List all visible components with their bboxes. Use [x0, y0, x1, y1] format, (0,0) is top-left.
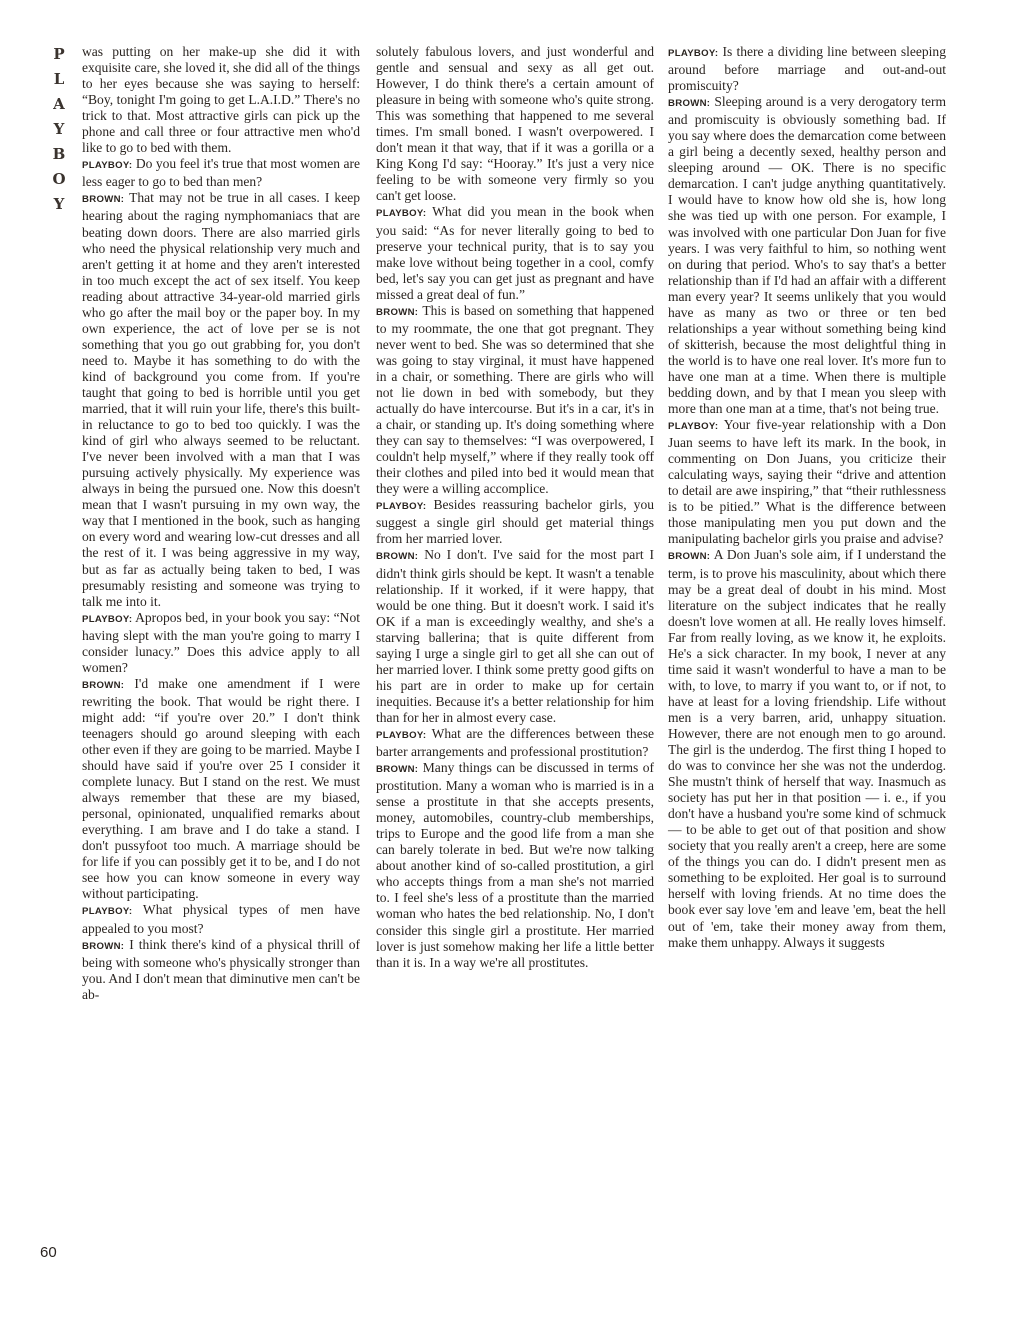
masthead-letter: P: [53, 45, 65, 63]
paragraph: [376, 547, 654, 726]
paragraph-text: I'd make one amendment if I were rewriting the book. That would be right there. I might add: “if you're over 20.” I don't think teenagers should go around sleeping with each other even if they are going to be married. Maybe I should have said if you're over 25 I consider it complete lunacy. But I stand on the rest. We must always remember that these are my biased, personal, opinionated, unqualified remarks about everything. I am brave and I do take a stand. I don't pussyfoot too much. A marriage should be for life if you can possibly get it to be, and I do not see how you can know someone in every way without participating.: [82, 675, 360, 902]
speaker-label: BROWN:: [82, 679, 125, 691]
masthead-logo: [44, 42, 74, 217]
paragraph-text: That may not be true in all cases. I keep hearing about the raging nymphomaniacs that are beating down doors. There are also married girls who need the physical relationship very much and aren't getting it at home and they aren't interested in too much except the act of sex itself. You keep reading about attractive 34-year-old married girls who go after the mail boy or the paper boy. In my own experience, the act of love per se is not something that you go out grabbing for, you don't need to. Maybe it has something to do with the kind of background you come from. If you're taught that going to bed is horrible until you get married, that it will ruin your life, there's this built-in reluctance to go to bed too quickly. I was the kind of girl who always seemed to be reluctant. I've never been involved with a man that I was pursuing actively physically. My experience was always in being the pursued one. Now this doesn't mean that I wasn't pursuing in my own way, the way that I mentioned in the book, such as hanging on every word and wearing low-cut dresses and all the rest of it. I was being aggressive in my way, but as far as actually being taken to bed, I was presumably resisting and someone was trying to talk me into it.: [82, 190, 360, 609]
paragraph-text: What did you mean in the book when you said: “As for never literally going to bed to preserve your technical purity, that is to say you make love without being together in a cool, comfy bed, let's say you can get just as pregnant and have missed a great deal of fun.”: [376, 204, 654, 302]
paragraph: [668, 44, 946, 94]
speaker-label: BROWN:: [376, 306, 419, 318]
paragraph-text: Your five-year relationship with a Don Juan seems to have left its mark. In the book, in commenting on Don Juans, you criticize their calculating ways, saying their “drive and attention to detail are awe inspiring,” that “their ruthlessness is to be pitied.” What is the difference between those manipulating men you put down and the manipulating bachelor girls you praise and advise?: [668, 417, 946, 547]
masthead-letter: A: [53, 95, 65, 113]
paragraph-text: was putting on her make-up she did it with exquisite care, she loved it, she did all of the things to her eyes because she was saying to herself: “Boy, tonight I'm going to get L.A.I.D.” There's no trick to that. Most attractive girls can pick up the phone and call three or four attractive men who'd like to go to bed with them.: [82, 44, 360, 156]
paragraph-text: Is there a dividing line between sleeping around before marriage and out-and-out promiscuity?: [668, 44, 946, 94]
paragraph: [82, 44, 360, 156]
text-column-2: [376, 44, 654, 971]
paragraph-text: Apropos bed, in your book you say: “Not having slept with the man you're going to marry I consider lunacy.” Does this advice apply to all women?: [82, 609, 360, 675]
paragraph: [376, 44, 654, 204]
text-column-3: [668, 44, 946, 951]
text-column-1: [82, 44, 360, 1003]
paragraph: [376, 497, 654, 547]
masthead-letter: L: [53, 70, 65, 88]
paragraph: [82, 190, 360, 609]
speaker-label: PLAYBOY:: [82, 613, 133, 625]
paragraph: [82, 676, 360, 903]
paragraph-text: solutely fabulous lovers, and just wonderful and gentle and sensual and sexy as all get out. However, I do think there's a certain amount of pleasure in being with someone who's quite strong. This was something that happened to me several times. I'm small boned. I wasn't overpowered. I don't mean it that way, that if it was a gorilla or a King Kong I'd say: “Hooray.” It's just a very nice feeling to be with someone very firmly so you can't get loose.: [376, 44, 654, 204]
paragraph: [376, 726, 654, 760]
paragraph: [376, 303, 654, 498]
speaker-label: PLAYBOY:: [82, 160, 133, 172]
speaker-label: PLAYBOY:: [376, 501, 427, 513]
page-number: 60: [40, 1244, 57, 1261]
speaker-label: PLAYBOY:: [82, 906, 133, 918]
paragraph-text: Sleeping around is a very derogatory term and promiscuity is obviously something bad. If you say where does the demarcation come between a girl being a decently sexed, healthy person and sleeping around — OK. There is no specific demarcation. I can't judge anything quantitatively. I would have to know how old she is, how long she was tied up with one person. For example, I was involved with one particular Don Juan for five years. I was very faithful to him, so nothing went on during that period. Who's to say that's a better relationship than if I'd had an affair with a different man every year? It seems unlikely that you would have as many as two or three or ten bed relationships a year without something being kind of skitterish, because the most delightful thing in the world is to have one real lover. It's more fun to have one man at a time. When there is multiple bedding down, and by that I mean you sleep with more than one man at a time, that's not being true.: [668, 94, 947, 417]
speaker-label: BROWN:: [376, 551, 419, 563]
paragraph: [82, 156, 360, 190]
paragraph-text: Do you feel it's true that most women are less eager to go to bed than men?: [82, 156, 360, 190]
paragraph: [668, 94, 946, 417]
masthead-letter: Y: [53, 195, 65, 213]
paragraph: [376, 760, 654, 971]
paragraph-text: Many things can be discussed in terms of prostitution. Many a woman who is married is in a sense a prostitute in that she accepts presents, money, automobiles, country-club memberships, trips to Europe and the good life from a man she can barely tolerate in bed. But we're now talking about another kind of so-called prostitution, a girl who accepts things from a man she's not married to. I feel she's less of a prostitute than the married woman who hates the bed relationship. No, I don't consider this single girl a prostitute. Her married lover is just somehow making her life a little better than it is. In a way we're all prostitutes.: [376, 760, 654, 970]
speaker-label: PLAYBOY:: [668, 48, 719, 59]
speaker-label: PLAYBOY:: [376, 208, 427, 220]
masthead-letter: O: [52, 170, 66, 188]
speaker-label: BROWN:: [82, 940, 125, 952]
paragraph: [376, 204, 654, 302]
paragraph: [82, 937, 360, 1003]
speaker-label: BROWN:: [668, 551, 711, 563]
speaker-label: PLAYBOY:: [376, 729, 427, 741]
paragraph: [82, 902, 360, 936]
paragraph-text: This is based on something that happened to my roommate, the one that got pregnant. They never went to bed. She was so determined that she was going to stay virginal, it must have happened in a chair, or something. There are girls who will not lie down in bed with somebody, but they actually do have intercourse. But it's in a car, it's in a chair, or standing up. It's doing something where they can say to themselves: “I was overpowered, I couldn't help myself,” where if they really took off their clothes and piled into bed it would mean that they were a willing accomplice.: [376, 302, 654, 497]
paragraph: [668, 417, 946, 547]
paragraph: [82, 610, 360, 676]
speaker-label: BROWN:: [376, 764, 419, 776]
speaker-label: PLAYBOY:: [668, 421, 719, 433]
masthead-letter: Y: [53, 120, 65, 138]
paragraph-text: Besides reassuring bachelor girls, you suggest a single girl should get material things from her married lover.: [376, 497, 654, 547]
speaker-label: BROWN:: [82, 194, 125, 206]
speaker-label: BROWN:: [668, 98, 711, 110]
paragraph-text: A Don Juan's sole aim, if I understand the term, is to prove his masculinity, about which there may be a great deal of doubt in his mind. Most literature on the subject indicates that he really doesn't love women at all. He really loves himself. Far from really loving, as we know it, he exploits. He's a sick character. In my book, I never at any time said it wasn't wonderful to have a man to be with, to love, to marry if you want to, or if not, to have at least for a loving friendship. Life without men is a very barren, arid, unhappy situation. However, there are not enough men to go around. The girl is the underdog. The first thing I hoped to do was to convince her she was not the underdog. She mustn't think of herself that way. Inasmuch as society has put her in that position — i. e., if you don't have a husband you're some kind of schmuck — to be able to get out of that position and show society that you really aren't a creep, here are some of the things you can do. I didn't present men as something to be exploited. Her goal is to surround herself with loving friends. At no time does the book ever say love 'em and leave 'em, beat the hell out of 'em, take their money away from them, make them unhappy. Always it suggests: [668, 547, 946, 950]
paragraph-text: What physical types of men have appealed to you most?: [82, 902, 360, 936]
paragraph: [668, 547, 946, 950]
masthead-letter: B: [52, 145, 66, 163]
paragraph-text: What are the differences between these barter arrangements and professional prostitution?: [376, 725, 654, 760]
paragraph-text: No I don't. I've said for the most part I didn't think girls should be kept. It wasn't a tenable relationship. If it worked, if it were happy, that would be one thing. But it doesn't work. I said it's OK if a man is exceedingly wealthy, and she's a starving ballerina; that is quite different from saying I urge a single girl to get all she can out of her married lover. I think some pretty good gifts on his part are in order to make up for certain inequities. Because it's a better relationship for him than for her in almost every case.: [376, 547, 654, 725]
paragraph-text: I think there's kind of a physical thrill of being with someone who's physically stronger than you. And I don't mean that diminutive men can't be ab-: [82, 936, 361, 1002]
